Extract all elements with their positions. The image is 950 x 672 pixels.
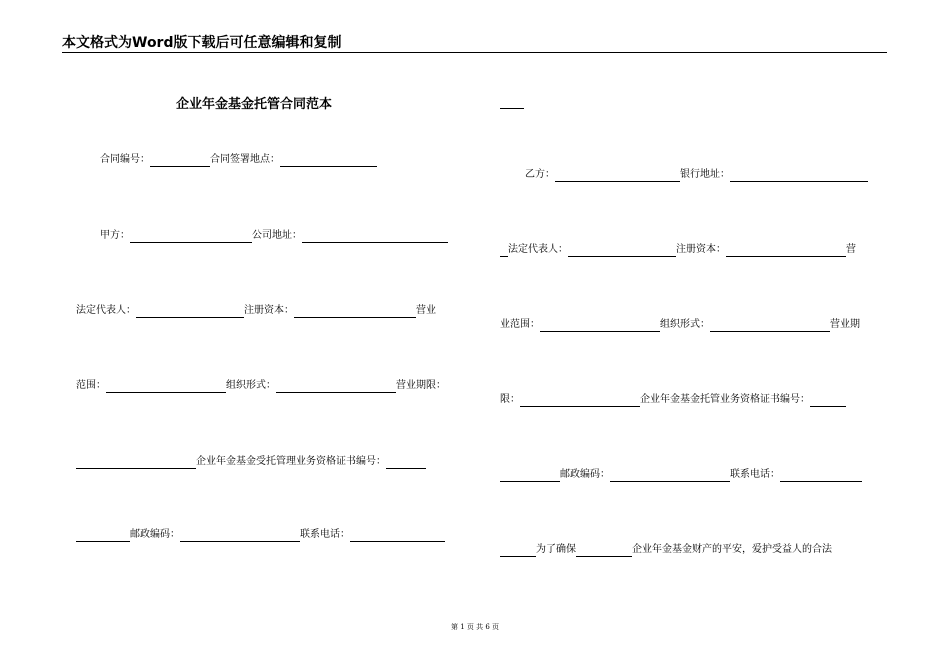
legal-rep-blank[interactable] xyxy=(136,306,244,318)
signing-location-blank[interactable] xyxy=(280,155,377,167)
custodian-cert-blank[interactable] xyxy=(810,395,846,407)
trustee-cert-line: 企业年金基金受托管理业务资格证书编号： xyxy=(76,455,426,469)
right-organization-form-blank[interactable] xyxy=(710,320,830,332)
right-legal-rep-blank[interactable] xyxy=(568,245,676,257)
left-postcode-blank[interactable] xyxy=(180,530,300,542)
document-title: 企业年金基金托管合同范本 xyxy=(176,97,333,112)
custodian-cert-line: 限： 企业年金基金托管业务资格证书编号： xyxy=(500,393,846,407)
business-scope-blank[interactable] xyxy=(106,381,226,393)
right-legal-rep-prefix-blank[interactable] xyxy=(500,245,508,257)
page-footer: 第 1 页 共 6 页 xyxy=(450,623,500,631)
right-phone-blank[interactable] xyxy=(780,470,862,482)
purpose-line: 为了确保 企业年金基金财产的平安，爱护受益人的合法 xyxy=(500,543,832,557)
organization-form-blank[interactable] xyxy=(276,381,396,393)
left-postcode-prefix-blank[interactable] xyxy=(76,530,130,542)
left-postcode-line: 邮政编码： 联系电话： xyxy=(76,528,445,542)
right-business-scope-blank[interactable] xyxy=(540,320,660,332)
party-a-line: 甲方： 公司地址： xyxy=(100,229,448,243)
bank-address-blank[interactable] xyxy=(730,170,868,182)
purpose-enterprise-blank[interactable] xyxy=(576,545,632,557)
right-top-line xyxy=(500,97,524,109)
contract-number-line: 合同编号： 合同签署地点： xyxy=(100,153,377,167)
header-rule xyxy=(62,52,887,53)
trustee-cert-blank[interactable] xyxy=(386,457,426,469)
left-phone-blank[interactable] xyxy=(350,530,445,542)
right-registered-capital-blank[interactable] xyxy=(726,245,846,257)
company-address-blank[interactable] xyxy=(302,231,448,243)
purpose-prefix-blank[interactable] xyxy=(500,545,536,557)
right-scope-line: 业范围： 组织形式： 营业期 xyxy=(500,319,860,330)
registered-capital-blank[interactable] xyxy=(294,306,416,318)
party-b-blank[interactable] xyxy=(555,170,680,182)
document-header: 本文格式为Word版下载后可任意编辑和复制 xyxy=(62,35,342,51)
right-legal-rep-line: 法定代表人： 注册资本： 营 xyxy=(500,243,856,257)
right-postcode-prefix-blank[interactable] xyxy=(500,470,560,482)
term-blank[interactable] xyxy=(520,395,640,407)
right-postcode-line: 邮政编码： 联系电话： xyxy=(500,468,862,482)
contract-number-blank[interactable] xyxy=(150,155,210,167)
right-top-blank[interactable] xyxy=(500,97,524,109)
right-postcode-blank[interactable] xyxy=(610,470,730,482)
party-b-line: 乙方： 银行地址： xyxy=(525,168,868,182)
legal-rep-line: 法定代表人： 注册资本： 营业 xyxy=(76,305,436,316)
scope-line: 范围： 组织形式： 营业期限： xyxy=(76,380,446,391)
party-a-blank[interactable] xyxy=(130,231,252,243)
trustee-name-blank[interactable] xyxy=(76,457,196,469)
